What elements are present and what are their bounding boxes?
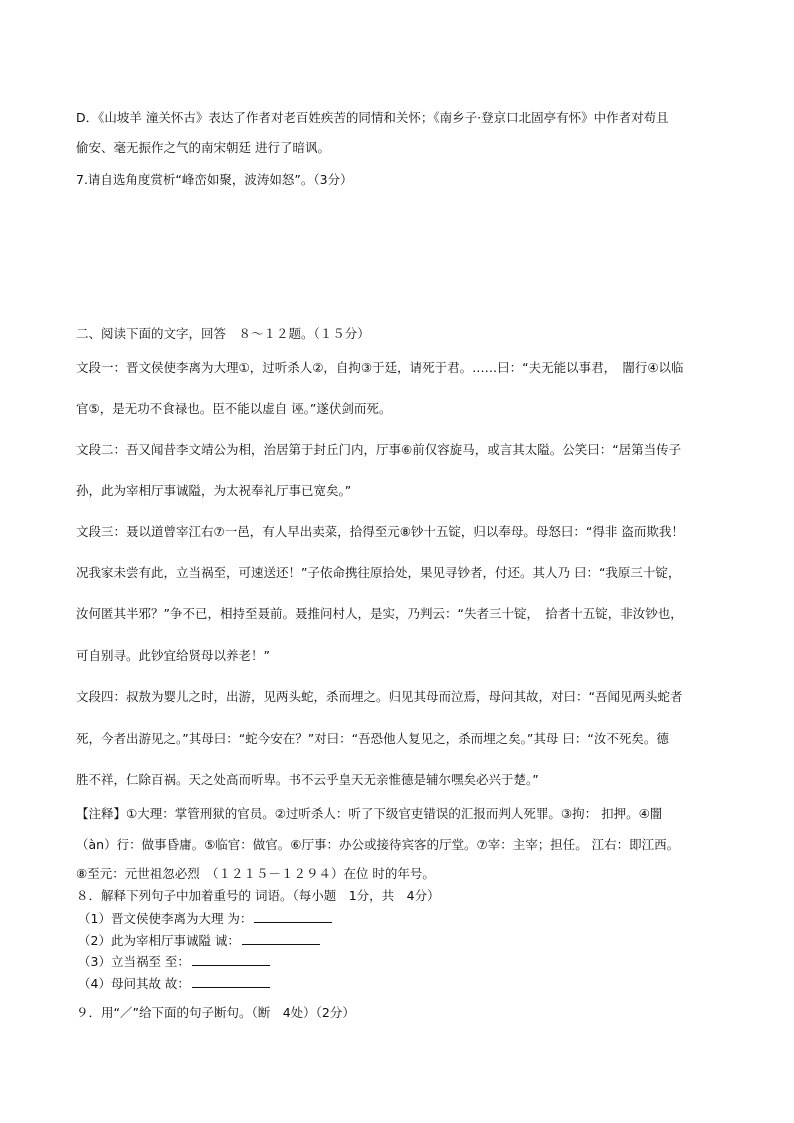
section2-heading: 二、阅读下面的文字，回答 ８～１２题。（１５分） xyxy=(76,326,370,341)
passage3-line-3: 汝何匿其半邪？”争不已，相持至聂前。聂推问村人，是实，乃判云：“失者三十锭， 拾者十五锭，非汝钞也， xyxy=(76,606,683,621)
passage3-line-4: 可自别寻。此钞宜给贤母以养老！” xyxy=(76,648,270,663)
passage4-line-3: 胜不祥，仁除百祸。天之处高而听卑。书不云乎皇天无亲惟德是辅尔嘿矣必兴于楚。” xyxy=(76,772,539,787)
q8-stem: ８．解释下列句子中加着重号的 词语。（每小题 1分，共 4分） xyxy=(76,888,440,903)
notes-line-1: 【注释】①大理：掌管刑狱的官员。②过听杀人：听了下级官吏错误的汇报而判人死罪。③拘： 扣押。④闇 xyxy=(76,806,663,821)
passage2-line-1: 文段二：吾又闻昔李文靖公为相，治居第于封丘门内，厅事⑥前仅容旋马，或言其太隘。公笑曰：“居第当传子 xyxy=(76,442,682,457)
q6-option-d-line-2: 偷安、毫无振作之气的南宋朝廷 进行了暗讽。 xyxy=(76,140,330,155)
q8-item-2-text: （2）此为宰相厅事诚隘 诚： xyxy=(78,933,240,948)
answer-blank[interactable] xyxy=(242,932,320,945)
passage3-line-2: 况我家未尝有此，立当祸至，可速送还！”子依命携往原拾处，果见寻钞者，付还。其人乃 曰：“我原三十锭， xyxy=(76,565,681,580)
passage4-line-2: 死，今者出游见之。”其母曰：“蛇今安在？”对曰：“吾恐他人复见之，杀而埋之矣。”其母 曰：“汝不死矣。德 xyxy=(76,731,669,746)
q8-item-3 xyxy=(78,953,270,970)
q8-item-3-text: （3）立当祸至 至： xyxy=(78,954,190,969)
answer-blank[interactable] xyxy=(254,910,332,923)
q6-option-d-line-1: D．《山坡羊 潼关怀古》表达了作者对老百姓疾苦的同情和关怀；《南乡子·登京口北固亭有怀》中作者对苟且 xyxy=(76,110,669,125)
passage2-line-2: 孙，此为宰相厅事诚隘，为太祝奉礼厅事已宽矣。” xyxy=(76,483,352,498)
notes-line-3: ⑧至元：元世祖忽必烈 （１２１５－１２９４）在位 时的年号。 xyxy=(76,866,435,881)
q8-item-1 xyxy=(78,910,332,927)
q9-question: ９．用“／”给下面的句子断句。（断 4处）（2分） xyxy=(76,1005,355,1020)
passage4-line-1: 文段四：叔敖为婴儿之时，出游，见两头蛇，杀而埋之。归见其母而泣焉，母问其故，对曰：“吾闻见两头蛇者 xyxy=(76,689,683,704)
passage3-line-1: 文段三：聂以道曾宰江右⑦一邑，有人早出卖菜，拾得至元⑧钞十五锭，归以奉母。母怒曰：“得非 盗而欺我！ xyxy=(76,524,684,539)
q8-item-4-text: （4）母问其故 故： xyxy=(78,976,190,991)
q8-item-4 xyxy=(78,975,270,992)
answer-blank[interactable] xyxy=(192,953,270,966)
passage1-line-2: 官⑤，是无功不食禄也。臣不能以虚自 诬。”遂伏剑而死。 xyxy=(76,401,392,416)
notes-line-2: （àn）行：做事昏庸。⑤临官：做官。⑥厅事：办公或接待宾客的厅堂。⑦宰：主宰；担任。 江右：即江西。 xyxy=(76,837,680,852)
q7-question: 7.请自选角度赏析“峰峦如聚，波涛如怒”。（3分） xyxy=(76,172,353,187)
passage1-line-1: 文段一：晋文侯使李离为大理①，过听杀人②，自拘③于廷，请死于君。……曰：“夫无能以事君， 闇行④以临 xyxy=(76,360,684,375)
q8-item-1-text: （1）晋文侯使李离为大理 为： xyxy=(78,911,253,926)
answer-blank[interactable] xyxy=(192,975,270,988)
q8-item-2 xyxy=(78,932,320,949)
